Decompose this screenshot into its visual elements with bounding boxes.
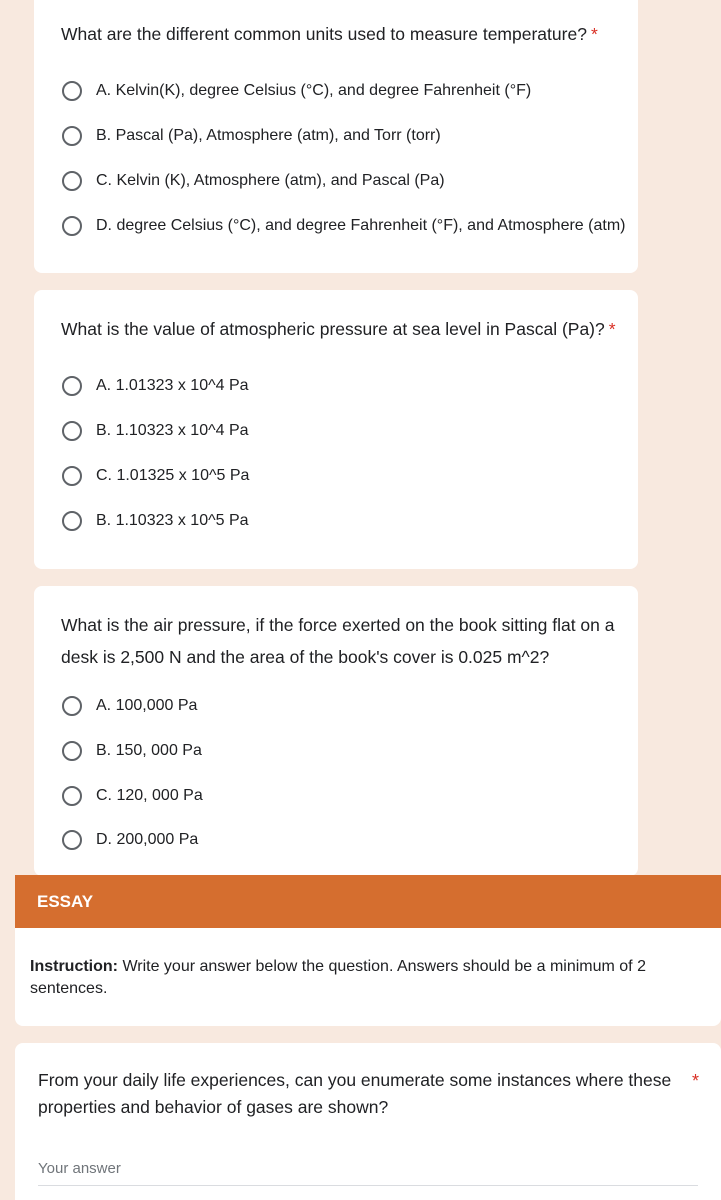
option-label: B. 1.10323 x 10^4 Pa [96,422,249,439]
question-title: What is the air pressure, if the force exerted on the book sitting flat on a desk is 2,500 N and the area of the book's cover is 0.025 m^2? [61,615,615,667]
option-label: C. 1.01325 x 10^5 Pa [96,467,250,484]
instruction-label: Instruction: [30,958,118,975]
option-label: A. 1.01323 x 10^4 Pa [96,377,249,394]
option-label: A. Kelvin(K), degree Celsius (°C), and degree Fahrenheit (°F) [96,82,532,99]
option-b[interactable] [62,419,249,443]
option-b[interactable] [62,739,202,763]
option-label: A. 100,000 Pa [96,697,198,714]
radio-button[interactable] [62,741,82,761]
option-b[interactable] [62,124,441,148]
radio-button[interactable] [62,216,82,236]
answer-input[interactable] [38,1156,698,1186]
option-a[interactable] [62,79,531,103]
question-card-air-pressure [34,586,638,876]
question-title: What are the different common units used to measure temperature? * [61,24,598,44]
required-asterisk: * [590,24,598,44]
radio-button[interactable] [62,171,82,191]
required-asterisk: * [608,319,616,339]
option-label: D. 200,000 Pa [96,831,199,848]
radio-button[interactable] [62,81,82,101]
essay-question-card [15,1043,721,1200]
radio-button[interactable] [62,376,82,396]
section-header-essay [15,875,721,928]
option-label: C. 120, 000 Pa [96,787,203,804]
option-d[interactable] [62,214,625,238]
option-label: D. degree Celsius (°C), and degree Fahrenheit (°F), and Atmosphere (atm) [96,217,626,234]
radio-button[interactable] [62,511,82,531]
question-title: From your daily life experiences, can you enumerate some instances where these properties and behavior of gases are shown? [38,1070,672,1117]
question-card-temperature-units [34,0,638,273]
option-c[interactable] [62,169,445,193]
section-title: ESSAY [37,891,94,911]
required-asterisk: * [691,1071,699,1091]
option-d[interactable] [62,828,198,852]
option-c[interactable] [62,784,203,808]
option-label: B. 1.10323 x 10^5 Pa [96,512,249,529]
option-label: B. Pascal (Pa), Atmosphere (atm), and Torr (torr) [96,127,441,144]
option-label: B. 150, 000 Pa [96,742,202,759]
question-card-atmospheric-pressure [34,290,638,569]
radio-button[interactable] [62,421,82,441]
radio-button[interactable] [62,696,82,716]
option-label: C. Kelvin (K), Atmosphere (atm), and Pascal (Pa) [96,172,445,189]
option-a[interactable] [62,694,197,718]
option-c[interactable] [62,464,249,488]
radio-button[interactable] [62,466,82,486]
radio-button[interactable] [62,786,82,806]
question-title: What is the value of atmospheric pressure at sea level in Pascal (Pa)? * [61,319,616,339]
instruction-text: Instruction: Write your answer below the question. Answers should be a minimum of 2 sentences. [30,958,646,997]
option-d[interactable] [62,509,249,533]
radio-button[interactable] [62,126,82,146]
radio-button[interactable] [62,830,82,850]
option-a[interactable] [62,374,249,398]
section-instruction-card [15,928,721,1026]
